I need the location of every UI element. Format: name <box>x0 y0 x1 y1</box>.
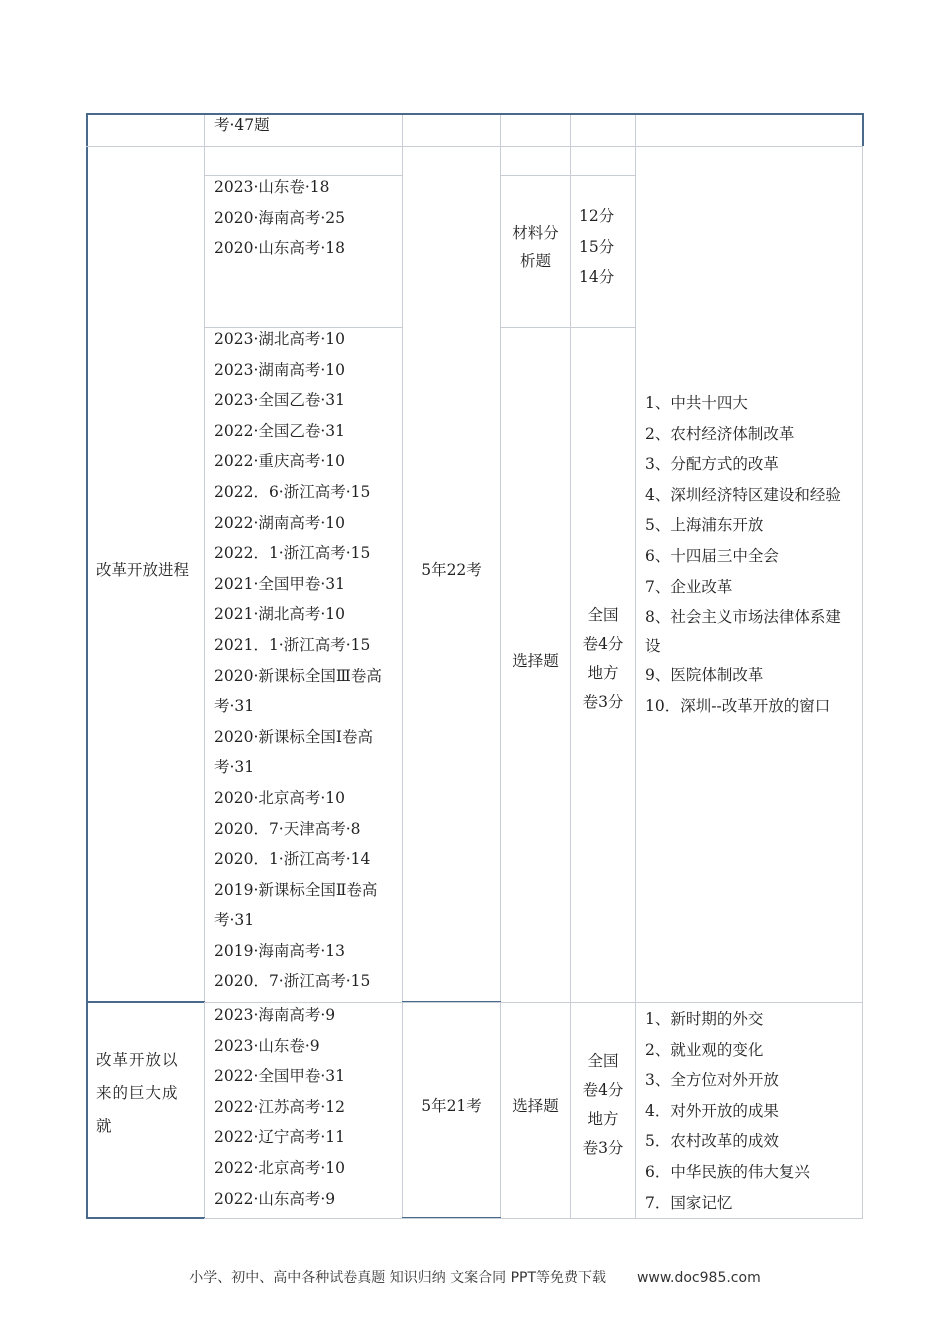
point-item: 5．农村改革的成效 <box>645 1132 779 1151</box>
point-item: 3、分配方式的改革 <box>645 455 779 474</box>
footer-text: 小学、初中、高中各种试卷真题 知识归纳 文案合同 PPT等免费下载 <box>189 1270 607 1286</box>
source-item: 2019·海南高考·13 <box>214 941 346 960</box>
source-item: 2021·全国甲卷·31 <box>214 574 346 593</box>
section1-material-sources <box>214 172 345 264</box>
source-item: 2020·山东高考·18 <box>214 239 346 258</box>
row-divider-section-dark-1 <box>86 1001 205 1003</box>
section2-key-points <box>645 1004 810 1218</box>
source-item: 2020．7·浙江高考·15 <box>214 972 371 991</box>
table-border-right <box>862 113 864 146</box>
section1-material-scores <box>579 201 614 293</box>
section1-material-type: 材料分 析题 <box>512 224 559 270</box>
source-item: 2021·湖北高考·10 <box>214 605 346 624</box>
point-item: 3、全方位对外开放 <box>645 1071 779 1090</box>
point-item: 2、农村经济体制改革 <box>645 424 795 443</box>
source-item-cont: 考·31 <box>214 758 255 777</box>
score-item: 14分 <box>579 268 615 287</box>
point-item: 2、就业观的变化 <box>645 1040 764 1059</box>
section1-choice-type: 选择题 <box>512 652 559 670</box>
score-item: 12分 <box>579 207 615 225</box>
source-item: 2023·湖北高考·10 <box>214 330 346 348</box>
point-item: 4、深圳经济特区建设和经验 <box>645 485 841 504</box>
source-item: 2020·海南高考·25 <box>214 208 346 227</box>
source-item: 2023·海南高考·9 <box>214 1006 336 1024</box>
source-item: 2022·重庆高考·10 <box>214 452 346 471</box>
source-item: 2022·北京高考·10 <box>214 1158 346 1177</box>
col-divider-2 <box>402 113 403 1219</box>
source-item: 2022·辽宁高考·11 <box>214 1128 346 1147</box>
section1-key-points <box>645 388 841 721</box>
point-item: 7．国家记忆 <box>645 1193 733 1212</box>
section2-frequency: 5年21考 <box>421 1097 482 1115</box>
source-item: 2022．1·浙江高考·15 <box>214 544 371 563</box>
source-item: 2020·新课标全国Ⅰ卷高 <box>214 727 373 746</box>
col-divider-1 <box>204 113 205 1219</box>
source-item-cont: 考·31 <box>214 697 255 716</box>
source-item: 2022·江苏高考·12 <box>214 1097 346 1116</box>
row-divider-1 <box>86 146 863 147</box>
source-item: 2020．7·天津高考·8 <box>214 819 361 838</box>
footer-url[interactable]: www.doc985.com <box>636 1270 761 1286</box>
point-item: 6．中华民族的伟大复兴 <box>645 1162 810 1181</box>
point-item: 4．对外开放的成果 <box>645 1101 779 1120</box>
source-item: 2022·湖南高考·10 <box>214 513 346 532</box>
source-item: 2022·山东高考·9 <box>214 1189 336 1208</box>
table-border-bottom-1 <box>86 1217 205 1219</box>
source-item: 2022·全国甲卷·31 <box>214 1067 346 1086</box>
point-item: 8、社会主义市场法律体系建 <box>645 608 841 627</box>
section2-sources <box>214 1000 345 1214</box>
source-item: 2023·湖南高考·10 <box>214 360 346 379</box>
point-item-cont: 设 <box>645 637 661 656</box>
section1-choice-sources <box>214 324 382 997</box>
source-item: 2023·全国乙卷·31 <box>214 391 346 410</box>
section2-score: 全国 卷4分 地方 卷3分 <box>582 1052 624 1157</box>
point-item: 9、医院体制改革 <box>645 666 764 685</box>
section2-topic: 改革开放以 来的巨大成 就 <box>96 1051 179 1135</box>
section1-frequency: 5年22考 <box>421 561 482 579</box>
point-item: 1、中共十四大 <box>645 394 748 412</box>
page-footer <box>0 1267 950 1287</box>
row-divider-type-a <box>500 175 636 176</box>
row-divider-type-b <box>500 327 636 328</box>
point-item: 10．深圳--改革开放的窗口 <box>645 696 831 715</box>
source-item: 2020·北京高考·10 <box>214 788 346 807</box>
source-item: 2023·山东卷·18 <box>214 178 330 196</box>
source-item: 2020．1·浙江高考·14 <box>214 850 371 869</box>
table-border-left <box>86 113 88 1219</box>
table-border-top <box>86 113 864 115</box>
source-item: 2022．6·浙江高考·15 <box>214 482 371 501</box>
source-item: 2021．1·浙江高考·15 <box>214 635 371 654</box>
point-item: 5、上海浦东开放 <box>645 516 764 535</box>
top-row-source-continuation: 考·47题 <box>214 116 270 134</box>
col-divider-5 <box>635 113 636 1219</box>
section1-topic: 改革开放进程 <box>96 561 190 579</box>
section2-type: 选择题 <box>512 1097 559 1115</box>
point-item: 1、新时期的外交 <box>645 1010 764 1028</box>
source-item: 2022·全国乙卷·31 <box>214 421 346 440</box>
point-item: 7、企业改革 <box>645 577 733 596</box>
source-item: 2020·新课标全国Ⅲ卷高 <box>214 666 382 685</box>
section1-choice-score: 全国 卷4分 地方 卷3分 <box>582 606 624 711</box>
score-item: 15分 <box>579 237 615 256</box>
source-item-cont: 考·31 <box>214 911 255 930</box>
point-item: 6、十四届三中全会 <box>645 546 779 565</box>
source-item: 2023·山东卷·9 <box>214 1036 320 1055</box>
source-item: 2019·新课标全国Ⅱ卷高 <box>214 880 378 899</box>
table-border-right-light <box>862 146 863 1219</box>
